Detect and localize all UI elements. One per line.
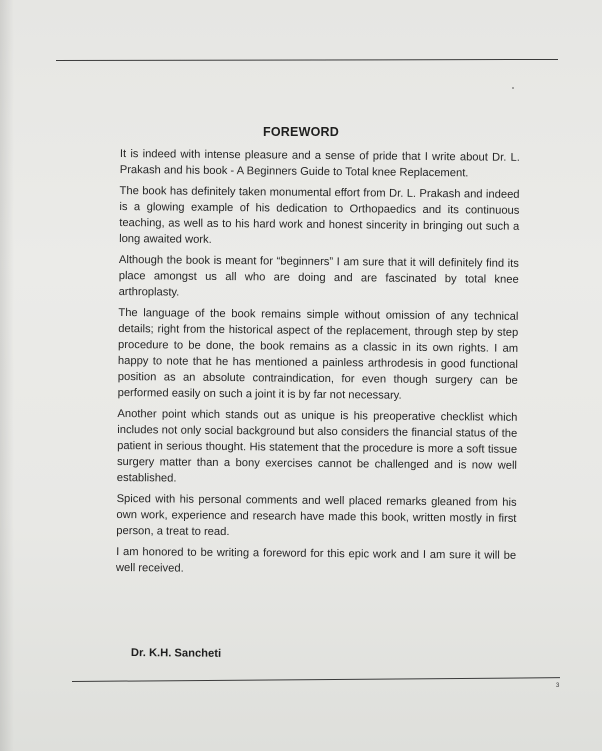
paragraph-7: I am honored to be writing a foreword for this epic work and I am sure it will be well received. <box>115 545 517 575</box>
paragraph-5: Another point which stands out as unique is his preoperative checklist which includes not only social background but also considers the financial status of the patient in serious thought. His statement that the procedure is more a soft tissue surgery matter than a bony exercises cannot be challenged and is now well established. <box>116 407 518 485</box>
paragraph-4: The language of the book remains simple without omission of any technical details; right from the historical aspect of the replacement, through step by step procedure to be done, the book remains as a classic in its own rights. I am happy to note that he has mentioned a painless arthrodesis in good functional position as an absolute contraindication, for even though surgery can be performed easily on such a joint it is by far not necessary. <box>117 306 519 402</box>
bottom-rule <box>72 677 560 682</box>
paragraph-6: Spiced with his personal comments and well placed remarks gleaned from his own work, experience and research have made this book, written mostly in first person, a treat to read. <box>116 492 517 539</box>
page-edge-shadow <box>0 0 14 751</box>
page-title: FOREWORD <box>263 125 339 139</box>
page-number: 3 <box>556 683 560 689</box>
top-rule <box>56 59 558 61</box>
paragraph-1: It is indeed with intense pleasure and a sense of pride that I write about Dr. L. Prakash and his book - A Beginners Guide to Total knee Replacement. <box>119 147 520 180</box>
paragraph-3: Although the book is meant for “beginners” I am sure that it will definitely find its place amongst us all who are doing and are fascinated by total knee arthroplasty. <box>118 253 519 299</box>
paragraph-2: The book has definitely taken monumental effort from Dr. L. Prakash and indeed is a glowing example of his dedication to Orthopaedics and its continuous teaching, as well as to his hard work and honest sincerity in bringing out such a long awaited work. <box>119 184 520 246</box>
paper-speck <box>512 87 514 89</box>
foreword-body <box>116 146 520 585</box>
author-signature: Dr. K.H. Sancheti <box>130 647 222 660</box>
